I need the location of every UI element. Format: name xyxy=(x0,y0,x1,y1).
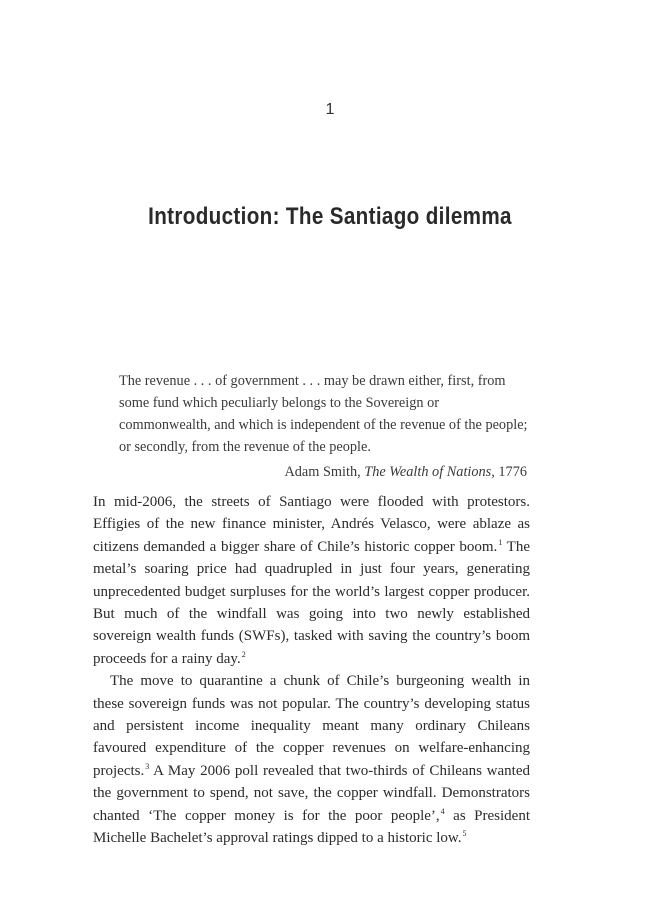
epigraph-work: The Wealth of Nations xyxy=(364,464,492,480)
epigraph xyxy=(119,370,529,483)
footnote-ref-4[interactable]: 4 xyxy=(440,806,445,816)
paragraph-text: A May 2006 poll revealed that two-thirds of Chileans wanted the government to spend, not save, the copper windfall. Demonstrators chanted ‘The copper money is for the poor people’, xyxy=(93,762,530,824)
paragraph-text: The move to quarantine a chunk of Chile’s burgeoning wealth in these sovereign funds was not popular. The country’s developing status and persistent income inequality meant many ordinary Chileans favoured expenditure of the copper revenues on welfare-enhancing projects. xyxy=(93,673,530,779)
body-text xyxy=(93,491,530,850)
epigraph-year: , 1776 xyxy=(491,464,527,480)
paragraph-text: as President Michelle Bachelet’s approval ratings dipped to a historic low. xyxy=(93,807,530,847)
footnote-ref-1[interactable]: 1 xyxy=(498,537,503,547)
paragraph-2 xyxy=(93,670,530,849)
epigraph-author: Adam Smith, xyxy=(284,464,365,480)
epigraph-quote: The revenue . . . of government . . . may be drawn either, first, from some fund which peculiarly belongs to the Sovereign or commonwealth, and which is independent of the revenue of the people; or secondly, from the revenue of the people. xyxy=(119,373,528,455)
footnote-ref-5[interactable]: 5 xyxy=(462,829,467,839)
paragraph-1 xyxy=(93,491,530,670)
chapter-number: 1 xyxy=(325,101,335,118)
paragraph-text: The metal’s soaring price had quadrupled in just four years, generating unprecedented budget surpluses for the world’s largest copper producer. But much of the windfall was going into two newly established sovereign wealth funds (SWFs), tasked with saving the country’s boom proceeds for a rainy day. xyxy=(93,538,530,667)
chapter-title: Introduction: The Santiago dilemma xyxy=(148,203,512,230)
epigraph-attribution xyxy=(119,461,527,483)
footnote-ref-2[interactable]: 2 xyxy=(241,649,246,659)
footnote-ref-3[interactable]: 3 xyxy=(145,761,150,771)
paragraph-text: In mid-2006, the streets of Santiago were flooded with protestors. Effigies of the new finance minister, Andrés Velasco, were ablaze as citizens demanded a bigger share of Chile’s historic copper boom. xyxy=(93,494,530,555)
